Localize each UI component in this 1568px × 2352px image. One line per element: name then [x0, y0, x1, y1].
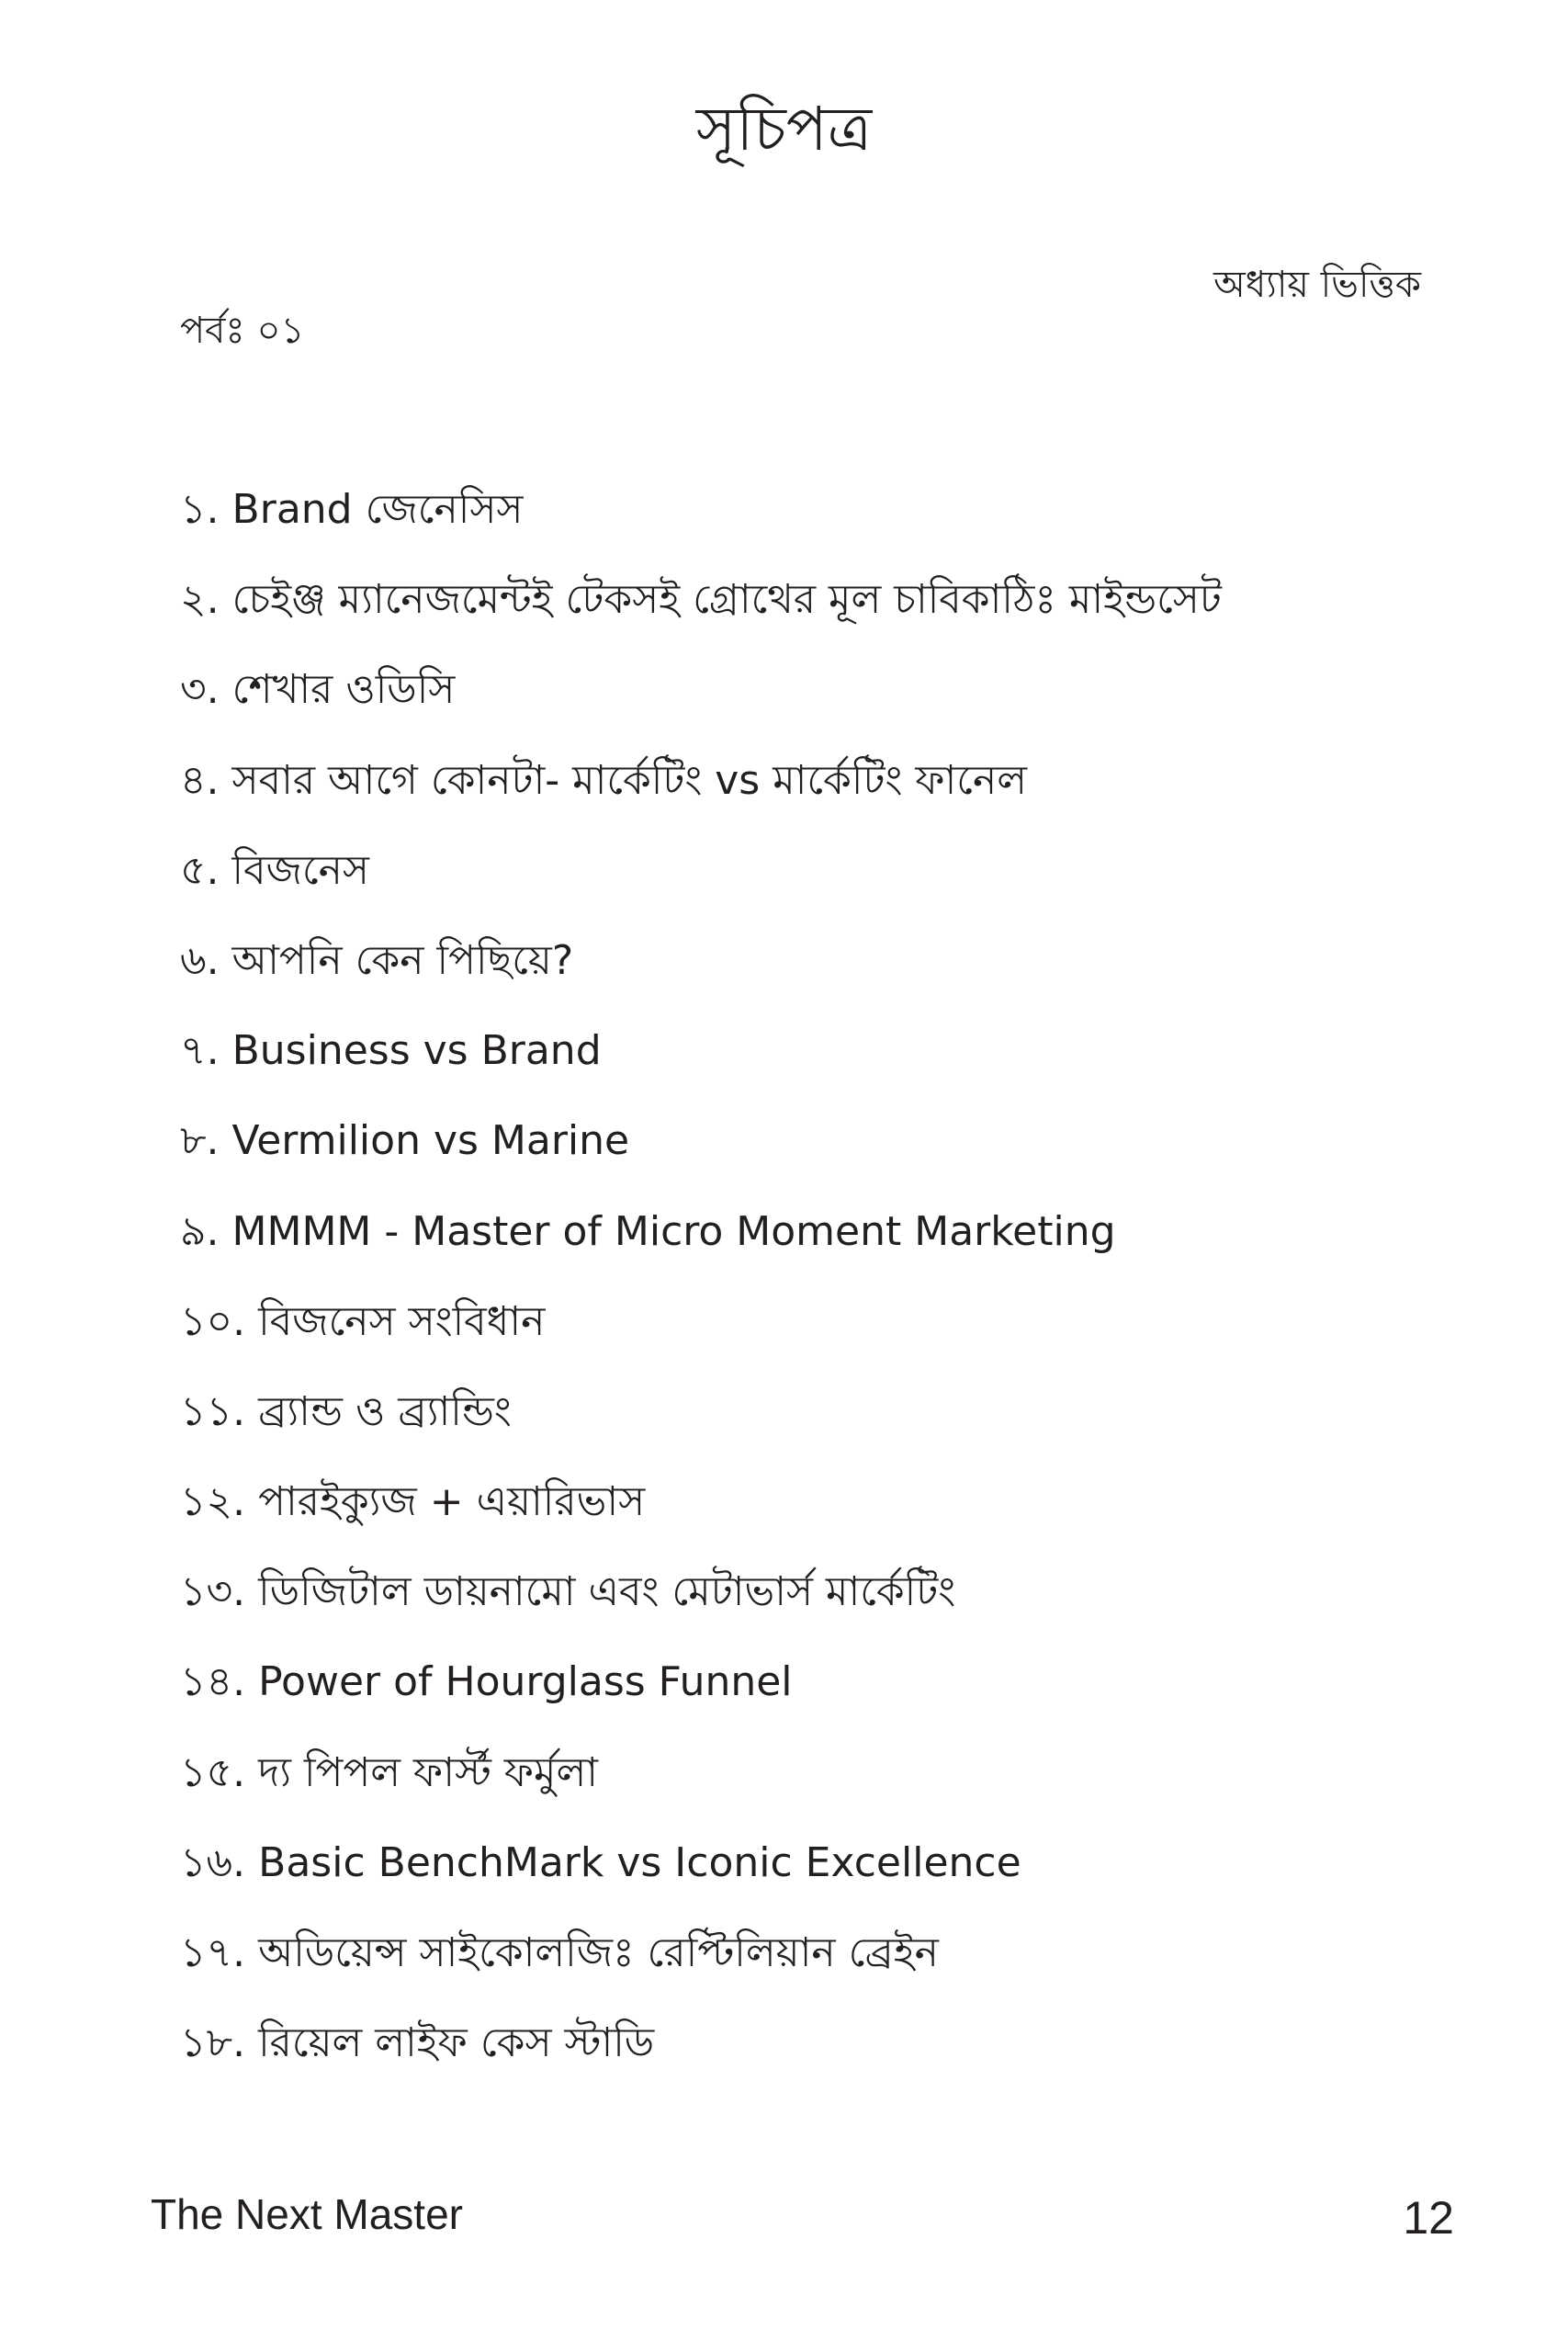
toc-item-number: ৬. — [180, 936, 220, 984]
toc-item-number: ১০. — [180, 1297, 246, 1345]
toc-item-text: Vermilion vs Marine — [231, 1117, 630, 1165]
toc-item — [180, 2011, 1411, 2101]
toc-item-text: Power of Hourglass Funnel — [258, 1658, 793, 1706]
toc-item — [180, 1650, 1411, 1740]
toc-item — [180, 1470, 1411, 1560]
toc-item-text: Business vs Brand — [231, 1027, 602, 1075]
toc-item — [180, 839, 1411, 929]
toc-item-number: ১৫. — [180, 1748, 246, 1796]
toc-item-number: ১১. — [180, 1387, 246, 1435]
toc-item-number: ১৩. — [180, 1568, 246, 1616]
toc-item-number: ৮. — [180, 1117, 220, 1165]
toc-item — [180, 478, 1411, 568]
toc-item — [180, 929, 1411, 1019]
toc-item — [180, 1921, 1411, 2011]
toc-item — [180, 1290, 1411, 1380]
toc-item-number: ১. — [180, 486, 220, 533]
toc-item-text: রিয়েল লাইফ কেস স্টাডি — [258, 2019, 655, 2067]
toc-item-text: সবার আগে কোনটা- মার্কেটিং vs মার্কেটিং ফানেল — [231, 756, 1028, 804]
toc-item-number: ৫. — [180, 846, 220, 894]
toc-item — [180, 1019, 1411, 1109]
page-title: সূচিপত্র — [695, 94, 873, 164]
toc-item — [180, 1741, 1411, 1831]
toc-item — [180, 1560, 1411, 1650]
toc-item — [180, 568, 1411, 658]
toc-item-number: ৯. — [180, 1207, 220, 1255]
toc-item — [180, 1831, 1411, 1921]
toc-type-label: অধ্যায় ভিত্তিক — [1213, 264, 1421, 306]
toc-item-number: ৭. — [180, 1027, 220, 1075]
toc-item-number: ১২. — [180, 1478, 246, 1526]
toc-item-text: Brand জেনেসিস — [231, 486, 524, 533]
toc-item-text: ব্র্যান্ড ও ব্র্যান্ডিং — [258, 1387, 512, 1435]
toc-item-text: অডিয়েন্স সাইকোলজিঃ রেপ্টিলিয়ান ব্রেইন — [258, 1929, 939, 1976]
part-label: পর্বঃ ০১ — [180, 310, 305, 352]
toc-list — [180, 478, 1411, 2101]
toc-item-text: ডিজিটাল ডায়নামো এবং মেটাভার্স মার্কেটিং — [258, 1568, 956, 1616]
toc-item-text: দ্য পিপল ফার্স্ট ফর্মুলা — [258, 1748, 599, 1796]
toc-item-text: Basic BenchMark vs Iconic Excellence — [258, 1838, 1021, 1886]
toc-item — [180, 1200, 1411, 1290]
toc-item-text: MMMM - Master of Micro Moment Marketing — [231, 1207, 1116, 1255]
toc-item-number: ১৬. — [180, 1838, 246, 1886]
toc-item-number: ১৮. — [180, 2019, 246, 2067]
toc-item-number: ১৪. — [180, 1658, 246, 1706]
toc-item — [180, 658, 1411, 748]
toc-item-text: আপনি কেন পিছিয়ে? — [231, 936, 574, 984]
toc-item-number: ৩. — [180, 666, 220, 714]
page-number: 12 — [1403, 2192, 1454, 2244]
toc-item-number: ১৭. — [180, 1929, 246, 1976]
toc-item — [180, 749, 1411, 839]
toc-item-text: বিজনেস — [231, 846, 369, 894]
toc-item — [180, 1109, 1411, 1199]
toc-item-text: শেখার ওডিসি — [231, 666, 456, 714]
toc-item-number: ২. — [180, 576, 220, 624]
toc-item-number: ৪. — [180, 756, 220, 804]
toc-item — [180, 1380, 1411, 1470]
footer-book-title: The Next Master — [151, 2190, 463, 2238]
toc-item-text: পারইক্যুজ + এয়ারিভাস — [258, 1478, 646, 1526]
toc-item-text: চেইঞ্জ ম্যানেজমেন্টই টেকসই গ্রোথের মূল চাবিকাঠিঃ মাইন্ডসেট — [231, 576, 1222, 624]
toc-item-text: বিজনেস সংবিধান — [258, 1297, 546, 1345]
